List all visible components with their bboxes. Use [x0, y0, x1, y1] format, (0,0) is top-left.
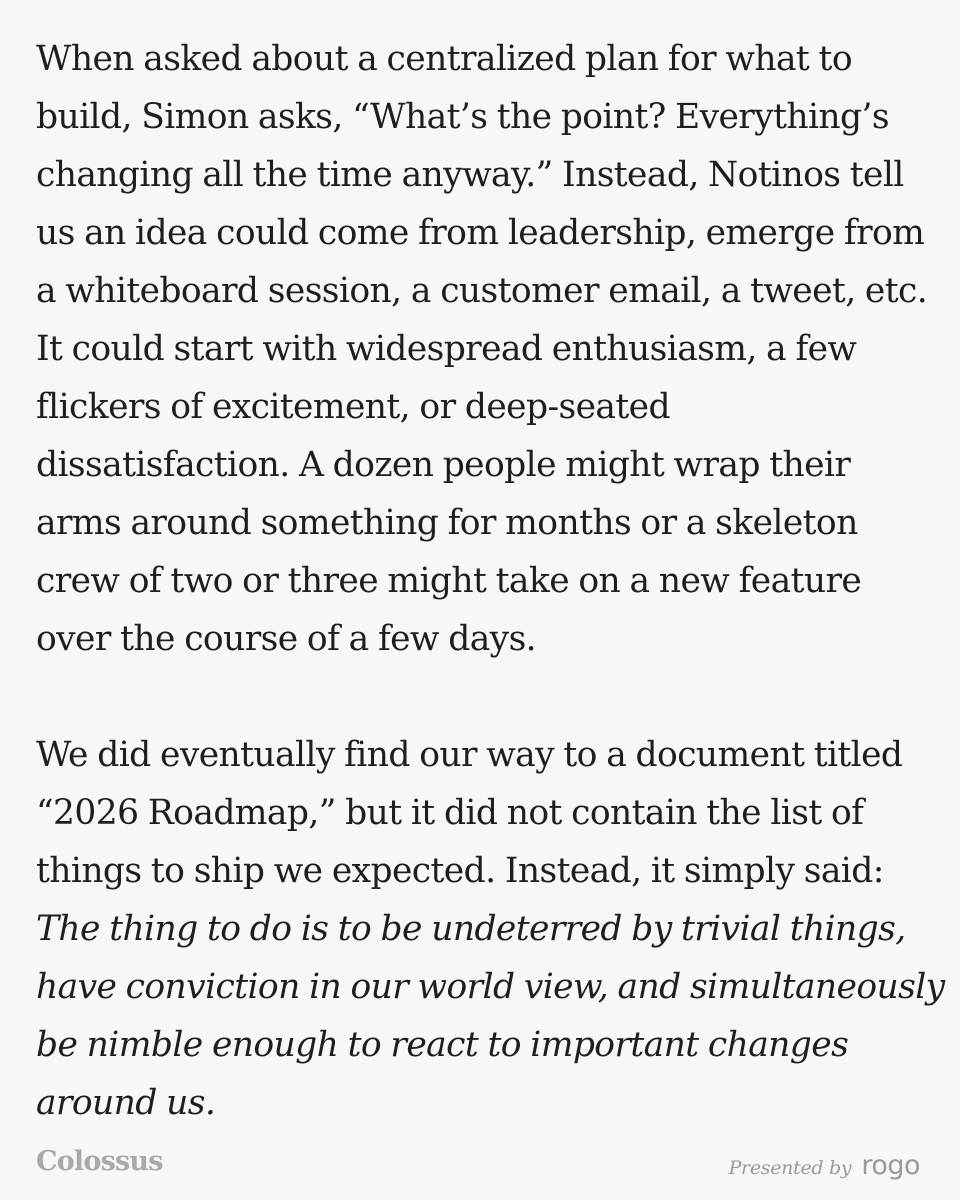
article-body	[36, 30, 945, 1132]
text-line: over the course of a few days.	[36, 619, 537, 659]
presented-by-label: Presented by	[728, 1157, 852, 1179]
quote-line: have conviction in our world view, and simultaneously	[36, 967, 945, 1007]
text-line: arms around something for months or a skeleton	[36, 503, 858, 543]
text-line: us an idea could come from leadership, emerge from	[36, 213, 925, 253]
quote-line: The thing to do is to be undeterred by trivial things,	[36, 909, 906, 949]
quote-line: around us.	[36, 1083, 216, 1123]
text-line: things to ship we expected. Instead, it simply said:	[36, 851, 884, 891]
text-line: We did eventually find our way to a document titled	[36, 735, 903, 775]
text-line: build, Simon asks, “What’s the point? Everything’s	[36, 97, 889, 137]
paragraph-2	[36, 726, 945, 1132]
text-line: flickers of excitement, or deep-seated	[36, 387, 670, 427]
colossus-logo: Colossus	[36, 1146, 163, 1177]
quote-line: be nimble enough to react to important changes	[36, 1025, 849, 1065]
text-line: dissatisfaction. A dozen people might wrap their	[36, 445, 851, 485]
text-line: changing all the time anyway.” Instead, Notinos tell	[36, 155, 904, 195]
text-line: “2026 Roadmap,” but it did not contain the list of	[36, 793, 864, 833]
text-line: It could start with widespread enthusiasm, a few	[36, 329, 857, 369]
paragraph-spacer	[36, 668, 926, 726]
text-line: crew of two or three might take on a new feature	[36, 561, 862, 601]
paragraph-1	[36, 30, 926, 668]
text-line: When asked about a centralized plan for what to	[36, 39, 852, 79]
text-line: a whiteboard session, a customer email, a tweet, etc.	[36, 271, 928, 311]
sponsor-credit	[729, 1150, 920, 1181]
rogo-logo: rogo	[861, 1150, 920, 1181]
